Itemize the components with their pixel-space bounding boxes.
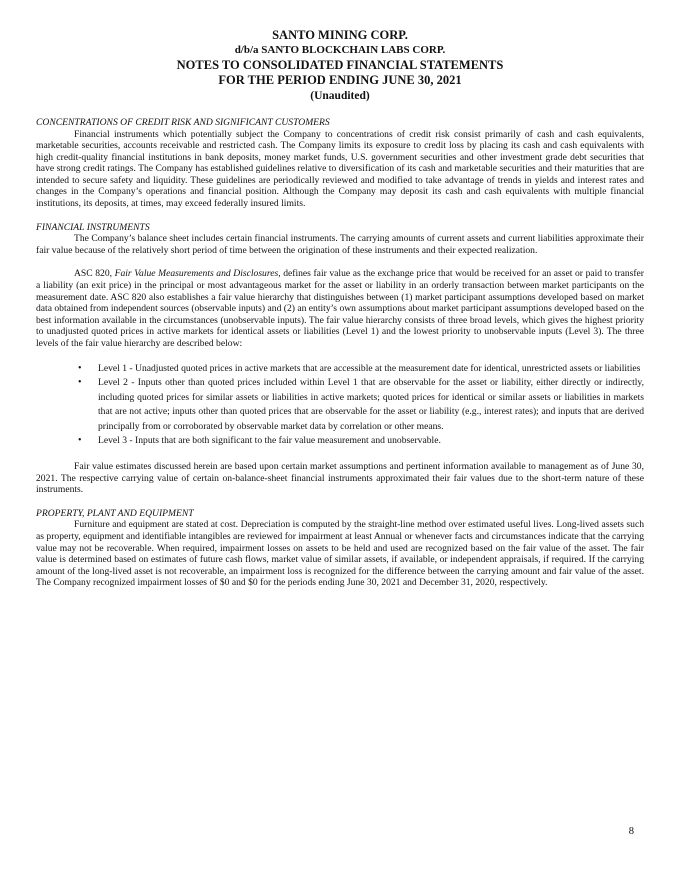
asc820-body: defines fair value as the exchange price that would be received for an asset or paid to transfer a liability (an exit price) in the principal or most advantageous market for the asset or liability in an orderly transaction between market participants on the measurement date. ASC 820 also establishes a fair value hierarchy that distinguishes between (1) market participant assumptions developed based on market data obtained from independent sources (observable inputs) and (2) an entity’s own assumptions about market participant assumptions developed based on the best information available in the circumstances (unobservable inputs). The fair value hierarchy consists of three broad levels, which gives the highest priority to unadjusted quoted prices in active markets for identical assets or liabilities (Level 1) and the lowest priority to unobservable inputs (Level 3). The three levels of the fair value hierarchy are described below:	[36, 268, 644, 349]
list-item	[36, 376, 644, 434]
bullet-icon: •	[78, 435, 82, 447]
page-number: 8	[628, 826, 634, 837]
level-1-text: Level 1 - Unadjusted quoted prices in active markets that are accessible at the measurement date for identical, unrestricted assets or liabilities	[98, 362, 641, 374]
statement-title: NOTES TO CONSOLIDATED FINANCIAL STATEMENTS	[176, 58, 504, 72]
company-name: SANTO MINING CORP.	[272, 28, 408, 42]
financial-instruments-paragraph-1: The Company’s balance sheet includes certain financial instruments. The carrying amounts of current assets and current liabilities approximate their fair value because of the relatively short period of time between the origination of these instruments and their expected realization.	[36, 233, 644, 256]
bullet-icon: •	[78, 362, 82, 374]
dba-name: SANTO BLOCKCHAIN LABS CORP.	[261, 44, 446, 56]
period-title: FOR THE PERIOD ENDING JUNE 30, 2021	[218, 73, 462, 87]
concentrations-heading: CONCENTRATIONS OF CREDIT RISK AND SIGNIFICANT CUSTOMERS	[36, 117, 330, 128]
fair-value-levels-list	[36, 362, 644, 450]
fair-value-estimates-paragraph: Fair value estimates discussed herein are based upon certain market assumptions and pertinent information available to management as of June 30, 2021. The respective carrying value of certain on-balance-sheet financial instruments approximated their fair values due to the short-term nature of these instruments.	[36, 461, 644, 496]
ppe-section	[36, 508, 644, 589]
dba-line	[36, 43, 644, 58]
level-3-text: Level 3 - Inputs that are both significant to the fair value measurement and unobservable.	[98, 435, 441, 447]
list-item	[36, 362, 644, 377]
asc820-lead: ASC 820,	[74, 268, 115, 280]
bullet-icon: •	[78, 377, 82, 389]
ppe-heading: PROPERTY, PLANT AND EQUIPMENT	[36, 507, 194, 519]
asc820-paragraph	[36, 268, 644, 349]
level-2-text: Level 2 - Inputs other than quoted prices included within Level 1 that are observable for the asset or liability, either directly or indirectly, including quoted prices for similar assets or liabilities in active markets; quoted prices for identical or similar assets or liabilities in markets that are not active; inputs other than quoted prices that are observable for the asset or liability (e.g., interest rates); and inputs that are derived principally from or corroborated by observable market data by correlation or other means.	[98, 377, 644, 432]
asc820-standard-title: Fair Value Measurements and Disclosures,	[114, 268, 281, 280]
dba-prefix: d/b/a	[234, 44, 259, 56]
financial-instruments-section	[36, 222, 644, 496]
concentrations-paragraph: Financial instruments which potentially subject the Company to concentrations of credit risk consist primarily of cash and cash equivalents, marketable securities, accounts receivable and restricted cash. The Company limits its exposure to credit loss by placing its cash and cash equivalents with high credit-quality financial institutions in bank deposits, money market funds, U.S. government securities and other investment grade debt securities that have strong credit ratings. The Company has established guidelines relative to diversification of its cash and marketable securities and their maturities that are intended to secure safety and liquidity. These guidelines are periodically reviewed and modified to take advantage of trends in yields and interest rates and changes in the Company’s operations and financial position. Although the Company may deposit its cash and cash equivalents with multiple financial institutions, its deposits, at times, may exceed federally insured limits.	[36, 128, 644, 210]
concentrations-section	[36, 117, 644, 210]
document-page	[36, 28, 644, 589]
list-item	[36, 434, 644, 449]
audit-status: (Unaudited)	[310, 90, 370, 102]
ppe-paragraph: Furniture and equipment are stated at cost. Depreciation is computed by the straight-line method over estimated useful lives. Long-lived assets such as property, equipment and identifiable intangibles are reviewed for impairment at least Annual or whenever facts and circumstances indicate that the carrying value may not be recoverable. When required, impairment losses on assets to be held and used are recognized based on the fair value of the asset. The fair value is determined based on estimates of future cash flows, market value of similar assets, if available, or independent appraisals, if required. If the carrying amount of the long-lived asset is not recoverable, an impairment loss is recognized for the difference between the carrying amount and fair value of the asset. The Company recognized impairment losses of $0 and $0 for the periods ending June 30, 2021 and December 31, 2020, respectively.	[36, 519, 644, 589]
document-header	[36, 28, 644, 104]
financial-instruments-heading: FINANCIAL INSTRUMENTS	[36, 221, 150, 233]
